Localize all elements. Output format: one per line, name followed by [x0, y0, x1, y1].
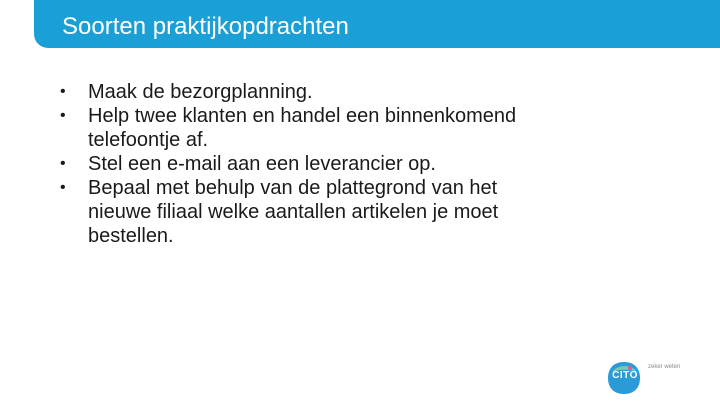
bullet-line: Help twee klanten en handel een binnenkomend — [88, 105, 517, 127]
bullet-list — [60, 80, 660, 248]
logo-tagline: zeker weten — [648, 364, 681, 370]
cito-logo — [606, 358, 706, 398]
bullet-line: Bepaal met behulp van de plattegrond van het — [88, 177, 498, 199]
bullet-line: telefoontje af. — [88, 129, 209, 151]
list-item — [60, 176, 660, 248]
bullet-marker: • — [60, 83, 66, 100]
bullet-marker: • — [60, 107, 66, 124]
bullet-marker: • — [60, 179, 66, 196]
bullet-marker: • — [60, 155, 66, 172]
bullet-line: Stel een e-mail aan een leverancier op. — [88, 153, 436, 175]
bullet-line: Maak de bezorgplanning. — [88, 81, 313, 103]
list-item — [60, 104, 660, 152]
logo-wordmark: CITO — [612, 370, 638, 381]
bullet-line: nieuwe filiaal welke aantallen artikelen je moet — [88, 201, 499, 223]
list-item — [60, 152, 660, 176]
bullet-line: bestellen. — [88, 225, 174, 247]
slide-title: Soorten praktijkopdrachten — [62, 13, 349, 40]
list-item — [60, 80, 660, 104]
title-bar — [34, 0, 720, 48]
